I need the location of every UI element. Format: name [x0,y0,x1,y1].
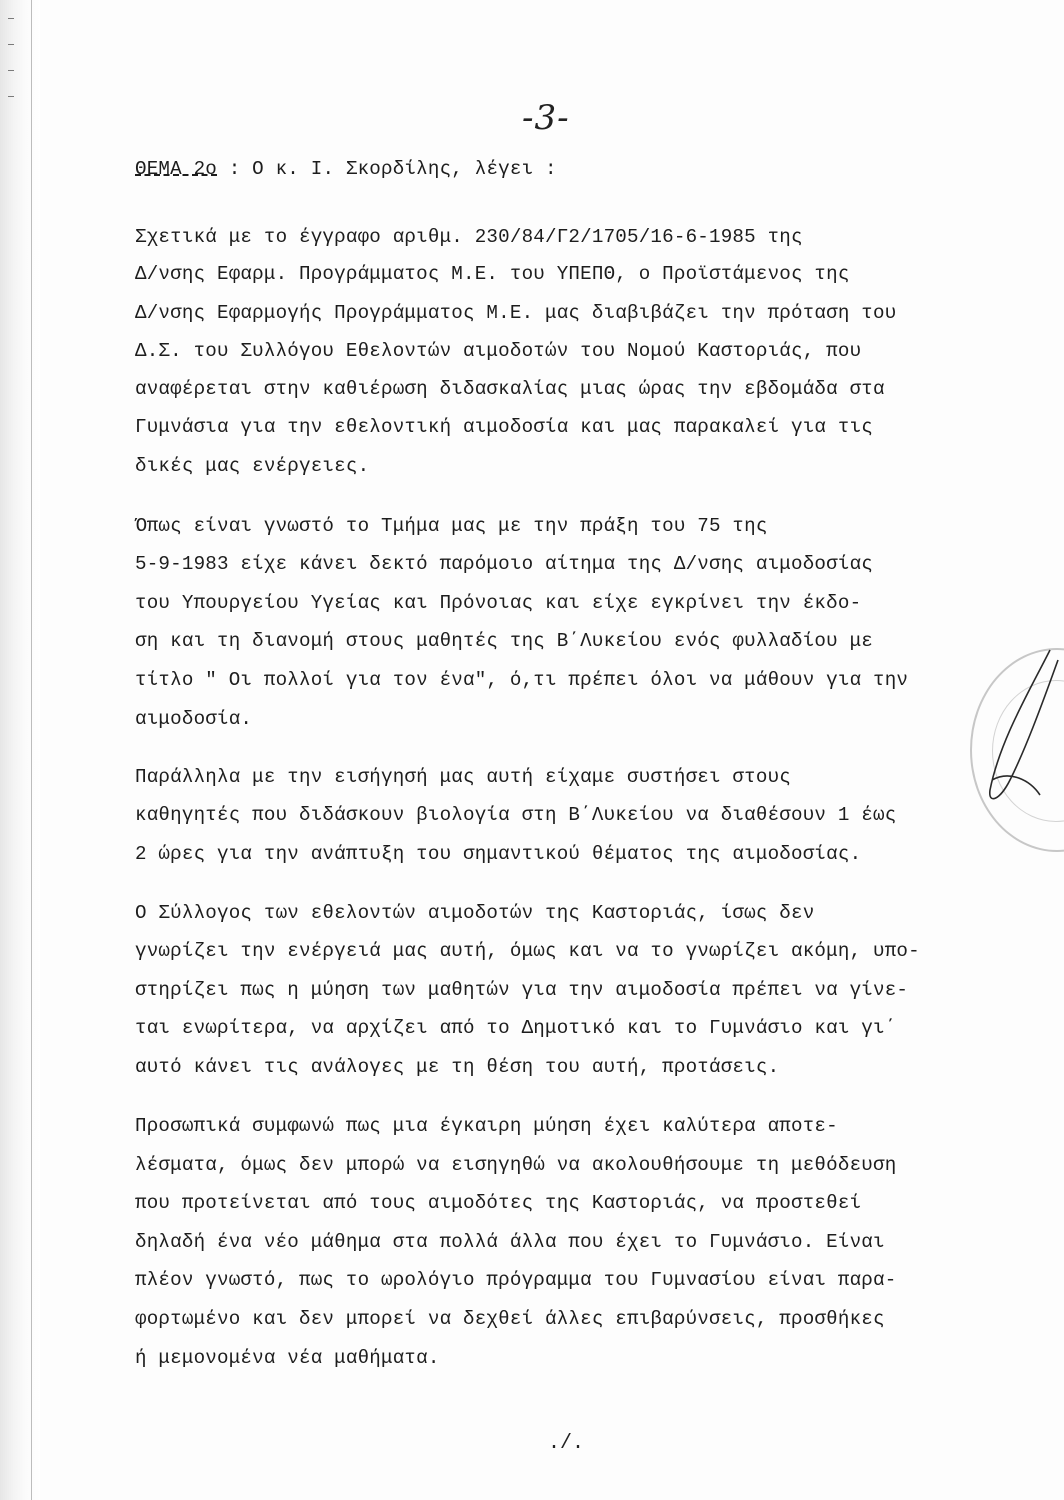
body-line: 5-9-1983 είχε κάνει δεκτό παρόμοιο αίτημα της Δ/νσης αιμοδοσίας [135,553,874,575]
binder-mark [8,18,14,19]
body-line: Προσωπικά συμφωνώ πως μια έγκαιρη μύηση έχει καλύτερα αποτε- [135,1115,838,1137]
body-line: αιμοδοσία. [135,708,253,730]
body-line: Ο Σύλλογος των εθελοντών αιμοδοτών της Καστοριάς, ίσως δεν [135,902,815,924]
body-line: αναφέρεται στην καθιέρωση διδασκαλίας μιας ώρας την εβδομάδα στα [135,378,885,400]
body-line: Γυμνάσια για την εθελοντική αιμοδοσία και μας παρακαλεί για τις [135,416,874,438]
heading-line [135,158,557,180]
body-line: ται ενωρίτερα, να αρχίζει από το Δημοτικό και το Γυμνάσιο και γι΄ [135,1017,897,1039]
body-line: 2 ώρες για την ανάπτυξη του σημαντικού θέματος της αιμοδοσίας. [135,843,862,865]
body-line: στηρίζει πως η μύηση των μαθητών για την αιμοδοσία πρέπει να γίνε- [135,979,909,1001]
body-line: Όπως είναι γνωστό το Τμήμα μας με την πράξη του 75 της [135,515,768,537]
body-line: ση και τη διανομή στους μαθητές της Β΄Λυκείου ενός φυλλαδίου με [135,630,874,652]
body-line: του Υπουργείου Υγείας και Πρόνοιας και είχε εγκρίνει την έκδο- [135,592,862,614]
binder-mark [8,96,14,97]
binder-margin [0,0,40,1500]
body-line: αυτό κάνει τις ανάλογες με τη θέση του αυτή, προτάσεις. [135,1056,780,1078]
body-line: Παράλληλα με την εισήγησή μας αυτή είχαμε συστήσει στους [135,766,792,788]
body-line: ή μεμονομένα νέα μαθήματα. [135,1347,440,1369]
body-line: τίτλο " Οι πολλοί για τον ένα", ό,τι πρέπει όλοι να μάθουν για την [135,669,909,691]
page-number: -3- [522,98,570,138]
heading-text: : Ο κ. Ι. Σκορδίλης, λέγει : [228,158,557,180]
body-line: Δ.Σ. του Συλλόγου Εθελοντών αιμοδοτών του Νομού Καστοριάς, που [135,340,862,362]
heading-label: ΘΕΜΑ 2ο [135,158,218,180]
continuation-mark: ./. [548,1432,585,1455]
binder-edge [31,0,32,1500]
body-line: που προτείνεται από τους αιμοδότες της Καστοριάς, να προστεθεί [135,1192,862,1214]
body-line: δηλαδή ένα νέο μάθημα στα πολλά άλλα που έχει το Γυμνάσιο. Είναι [135,1231,885,1253]
body-line: πλέον γνωστό, πως το ωρολόγιο πρόγραμμα του Γυμνασίου είναι παρα- [135,1269,897,1291]
binder-mark [8,44,14,45]
body-line: Σχετικά με το έγγραφο αριθμ. 230/84/Γ2/1705/16-6-1985 της [135,226,803,248]
signature [970,630,1064,830]
body-line: Δ/νσης Εφαρμογής Προγράμματος Μ.Ε. μας διαβιβάζει την πρόταση του [135,302,897,324]
body-line: γνωρίζει την ενέργειά μας αυτή, όμως και να το γνωρίζει ακόμη, υπο- [135,940,920,962]
body-line: καθηγητές που διδάσκουν βιολογία στη Β΄Λυκείου να διαθέσουν 1 έως [135,804,897,826]
body-line: Δ/νσης Εφαρμ. Προγράμματος Μ.Ε. του ΥΠΕΠΘ, ο Προϊστάμενος της [135,263,850,285]
binder-mark [8,70,14,71]
body-line: λέσματα, όμως δεν μπορώ να εισηγηθώ να ακολουθήσουμε τη μεθόδευση [135,1154,897,1176]
body-line: φορτωμένο και δεν μπορεί να δεχθεί άλλες επιβαρύνσεις, προσθήκες [135,1308,885,1330]
body-line: δικές μας ενέργειες. [135,455,370,477]
